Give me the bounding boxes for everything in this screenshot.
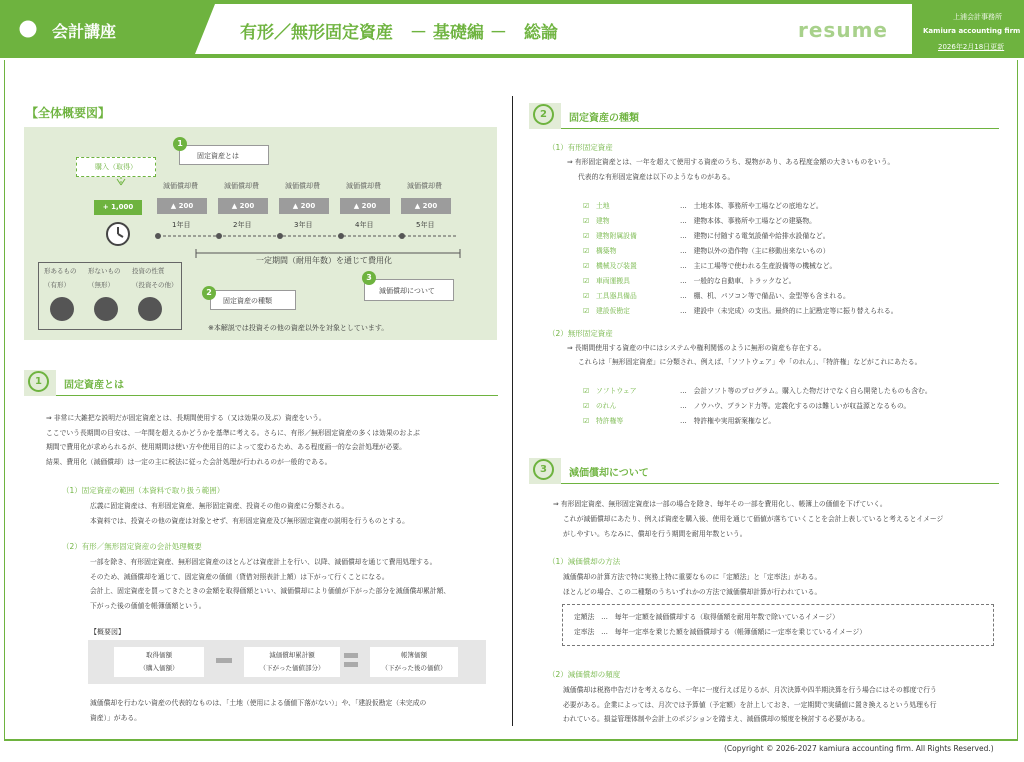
firm-name-en: Kamiura accounting firm	[923, 27, 1021, 35]
sec3-method-text: 減価償却の計算方法で特に実務上特に重要なものに「定額法」と「定率法」がある。	[563, 573, 822, 581]
asset-type-sub: （無形）	[88, 281, 114, 289]
sec1-intro: 結果、費用化（減価償却）は一定の主に税法に従った会計処理が行われるのが一般的である。	[46, 457, 332, 466]
sec3-freq-text: われている。損益管理体制や会計上のポジションを踏まえ、減価償却の頻度を検討する必要がある。	[563, 715, 869, 723]
asset-type-sub: （有形）	[44, 281, 70, 289]
period-label: 一定期間（耐用年数）を通じて費用化	[256, 256, 392, 265]
sec3-method-text: ほとんどの場合、この二種類のうちいずれかの方法で減価償却計算が行われている。	[563, 588, 822, 596]
callout-1: 固定資産とは	[179, 145, 269, 165]
box-book-value: 帳簿価額	[401, 651, 427, 659]
overview-heading: 【全体概要図】	[26, 106, 111, 120]
sec1-end-text: 減価償却を行わない資産の代表的なものは、「土地（使用による価値下落がない）」や、「建設仮勘定（未完成の	[90, 699, 427, 707]
method-box-line: 定額法 … 毎年一定額を減価償却する（取得価額を耐用年数で除いているイメージ）	[574, 613, 839, 621]
tangible-name: 機械及び装置	[596, 262, 637, 270]
tangible-desc: … 土地本体、事務所や工場などの底地など。	[680, 202, 823, 210]
check-icon: ☑	[583, 277, 590, 285]
callout-2: 固定資産の種類	[210, 290, 296, 310]
section-3-number: 3	[533, 459, 554, 480]
intangible-desc: … 特許権や実用新案権など。	[680, 417, 776, 425]
building-icon	[50, 297, 74, 321]
tangible-desc: … 建物に付随する電気設備や給排水設備など。	[680, 232, 830, 240]
callout-1-marker: 1	[173, 137, 187, 151]
sec3-intro: これが減価償却にあたり、例えば資産を購入後、使用を通じて価値が落ちていくことを会計上表していると考えるとイメージ	[563, 515, 944, 523]
tangible-desc: … 棚、机、パソコン等で備品い、金型等も含まれる。	[680, 292, 850, 300]
check-icon: ☑	[583, 307, 590, 315]
sec2-sub2-title: （2）無形固定資産	[548, 329, 613, 338]
section-2-header	[529, 103, 999, 129]
footer-line	[4, 740, 1018, 741]
tangible-name: 建設仮勘定	[596, 307, 630, 315]
sec1-end-text: 資産）」がある。	[90, 714, 141, 722]
section-1-title: 固定資産とは	[64, 380, 124, 391]
dep-amount: ▲ 200	[279, 198, 329, 214]
section-1-header	[24, 370, 498, 396]
intangible-desc: … ノウハウ、ブランド力等。定義化するのは難しいが収益源となるもの。	[680, 402, 911, 410]
tangible-name: 車両運搬具	[596, 277, 630, 285]
dep-label: 減価償却費	[163, 182, 198, 190]
tangible-desc: … 建物本体、事務所や工場などの建築物。	[680, 217, 816, 225]
check-icon: ☑	[583, 247, 590, 255]
sec2-intro2: これらは「無形固定資産」に分類され、例えば、「ソフトウェア」や「のれん」、「特許権」などがこれにあたる。	[578, 358, 922, 366]
sec1-sub1-text: 広義に固定資産は、有形固定資産、無形固定資産、投資その他の資産に分類される。	[90, 502, 349, 510]
asset-type: 形あるもの	[44, 267, 77, 275]
sec1-sub2-text: 一部を除き、有形固定資産、無形固定資産のほとんどは資産計上を行い、以降、減価償却を通じて費用処理する。	[90, 558, 437, 566]
clock-icon	[106, 222, 130, 246]
sec1-intro: ここでいう長期間の目安は、一年間を超えるかどうかを基準に考える。さらに、有形／無形固定資産の多くは効果のおよぶ	[46, 428, 420, 437]
asset-type-sub: （投資その他）	[132, 281, 178, 289]
brand-logo: resume	[798, 18, 888, 42]
tangible-name: 構築物	[596, 247, 617, 255]
intangible-desc: … 会計ソフト等のプログラム。購入した物だけでなく自ら開発したものも含む。	[680, 387, 932, 395]
cloud-icon	[94, 297, 118, 321]
intangible-name: のれん	[596, 402, 617, 410]
year-label: 3年目	[294, 221, 313, 229]
sec3-freq-text: 必要がある。企業によっては、月次では予算値（予定額）を計上しておき、一定期間で実績値に置き換えるという処理も行	[563, 700, 937, 709]
sec3-sub1-title: （1）減価償却の方法	[548, 557, 621, 566]
sec1-sub1-text: 本資料では、投資その他の資産は対象とせず、有形固定資産及び無形固定資産の説明を行うものとする。	[90, 516, 409, 525]
year-label: 2年目	[233, 221, 252, 229]
tangible-desc: … 一般的な自動車、トラックなど。	[680, 277, 796, 285]
sec1-sub2-text: 会計上、固定資産を買ってきたときの金額を取得価額といい、減価償却により価値が下がった部分を減価償却累計額、	[90, 587, 451, 595]
dep-label: 減価償却費	[224, 182, 259, 190]
overview-figure: 取得価額 （購入価額） 減価償却累計額 （下がった価値部分） 帳簿価額 （下がった後の価値）	[88, 640, 486, 684]
intangible-name: ソフトウェア	[596, 387, 637, 395]
sec3-sub2-title: （2）減価償却の頻度	[548, 670, 621, 679]
sec1-sub2-title: （2）有形／無形固定資産の会計処理概要	[62, 542, 202, 551]
sec1-intro: 期間で費用化が求められるが、使用期間は使い方や使用目的によって変わるため、ある程度画一的な会計処理が必要。	[46, 443, 406, 451]
sec3-intro: がしやすい。ちなみに、償却を行う期間を耐用年数という。	[563, 530, 747, 538]
sec2-intro: 代表的な有形固定資産は以下のようなものがある。	[578, 173, 735, 181]
overview-panel	[24, 127, 497, 340]
updated-date: 2026年2月18日更新	[938, 43, 1005, 51]
section-3-title: 減価償却について	[569, 468, 649, 479]
dep-amount: ▲ 200	[157, 198, 207, 214]
copyright: (Copyright © 2026-2027 kamiura accounting firm. All Rights Reserved.)	[724, 744, 994, 753]
timeline-dot	[277, 233, 283, 239]
section-1-number: 1	[28, 371, 49, 392]
check-icon: ☑	[583, 387, 590, 395]
year-label: 4年目	[355, 221, 374, 229]
sec1-intro: ⇒ 非常に大雑把な説明だが固定資産とは、長期間使用する（又は効果の及ぶ）資産をいう。	[46, 414, 326, 422]
method-box-line: 定率法 … 毎年一定率を乗じた額を減価償却する（帳簿価額に一定率を乗じているイメージ）	[574, 628, 867, 636]
callout-3: 減価償却について	[364, 279, 454, 301]
scope-note: ※本解説では投資その他の資産以外を対象としています。	[208, 324, 389, 332]
timeline-dot	[155, 233, 161, 239]
check-icon: ☑	[583, 232, 590, 240]
dep-amount: ▲ 200	[218, 198, 268, 214]
callout-3-marker: 3	[362, 271, 376, 285]
dep-amount: ▲ 200	[401, 198, 451, 214]
section-2-number: 2	[533, 104, 554, 125]
tangible-name: 建物附属設備	[596, 232, 637, 240]
sec1-sub2-text: 下がった後の価値を帳簿価額という。	[90, 601, 206, 610]
callout-2-marker: 2	[202, 286, 216, 300]
section-3-header	[529, 458, 999, 484]
check-icon: ☑	[583, 417, 590, 425]
asset-type: 形ないもの	[88, 267, 121, 275]
minus-sign	[216, 658, 232, 663]
section-2-title: 固定資産の種類	[569, 113, 639, 124]
header-bar	[0, 0, 1024, 58]
box-acquisition: 取得価額	[146, 651, 172, 659]
check-icon: ☑	[583, 262, 590, 270]
tangible-desc: … 建設中（未完成）の支出。最終的に上記勘定等に振り替えられる。	[680, 307, 898, 315]
asset-type: 投資の性質	[132, 267, 165, 275]
method-box	[562, 604, 994, 646]
timeline-dot	[338, 233, 344, 239]
firm-name-jp: 上浦会計事務所	[953, 13, 1002, 21]
sec3-freq-text: 減価償却は税務申告だけを考えるなら、一年に一度行えば足りるが、月次決算や四半期決算を行う場合にはその都度で行う	[563, 686, 937, 694]
sec1-sub1-title: （1）固定資産の範囲（本資料で取り扱う範囲）	[62, 486, 225, 495]
box-accumulated: 減価償却累計額	[269, 651, 315, 659]
piggy-bank-icon	[138, 297, 162, 321]
tangible-desc: … 建物以外の造作物（主に移動出来ないもの）	[680, 247, 830, 255]
tangible-desc: … 主に工場等で使われる生産設備等の機械など。	[680, 262, 837, 270]
dep-amount: ▲ 200	[340, 198, 390, 214]
intangible-name: 特許権等	[596, 417, 624, 425]
sec2-intro2: ⇒ 長期間使用する資産の中にはシステムや権利関係のように無形の資産も存在する。	[567, 344, 826, 352]
tangible-name: 建物	[596, 217, 610, 225]
figure-label: 【概要図】	[90, 628, 125, 636]
equals-sign	[344, 653, 358, 658]
initial-amount: + 1,000	[94, 200, 142, 215]
check-icon: ☑	[583, 217, 590, 225]
sec3-intro: ⇒ 有形固定資産、無形固定資産は一部の場合を除き、毎年その一部を費用化し、帳簿上の価値を下げていく。	[553, 500, 887, 508]
course-title: 会計講座	[52, 22, 117, 41]
check-icon: ☑	[583, 402, 590, 410]
timeline-dot	[216, 233, 222, 239]
logo-dot	[20, 21, 37, 38]
year-label: 1年目	[172, 221, 191, 229]
page-title: 有形／無形固定資産 － 基礎編 － 総論	[240, 23, 558, 43]
column-divider	[512, 96, 513, 726]
check-icon: ☑	[583, 292, 590, 300]
check-icon: ☑	[583, 202, 590, 210]
year-label: 5年目	[416, 221, 435, 229]
timeline-dot	[399, 233, 405, 239]
dep-label: 減価償却費	[285, 182, 320, 190]
dep-label: 減価償却費	[346, 182, 381, 190]
sec1-sub2-text: そのため、減価償却を通じて、固定資産の価値（貸借対照表計上額）は下がって行くことになる。	[90, 572, 389, 581]
tangible-name: 工具器具備品	[596, 292, 637, 300]
dep-label: 減価償却費	[407, 182, 442, 190]
sec2-sub1-title: （1）有形固定資産	[548, 143, 613, 152]
sec2-intro: ⇒ 有形固定資産とは、一年を超えて使用する資産のうち、現物があり、ある程度金額の大きいものをいう。	[567, 158, 895, 166]
acquire-label: 購入（取得）	[76, 157, 156, 177]
tangible-name: 土地	[596, 202, 610, 210]
